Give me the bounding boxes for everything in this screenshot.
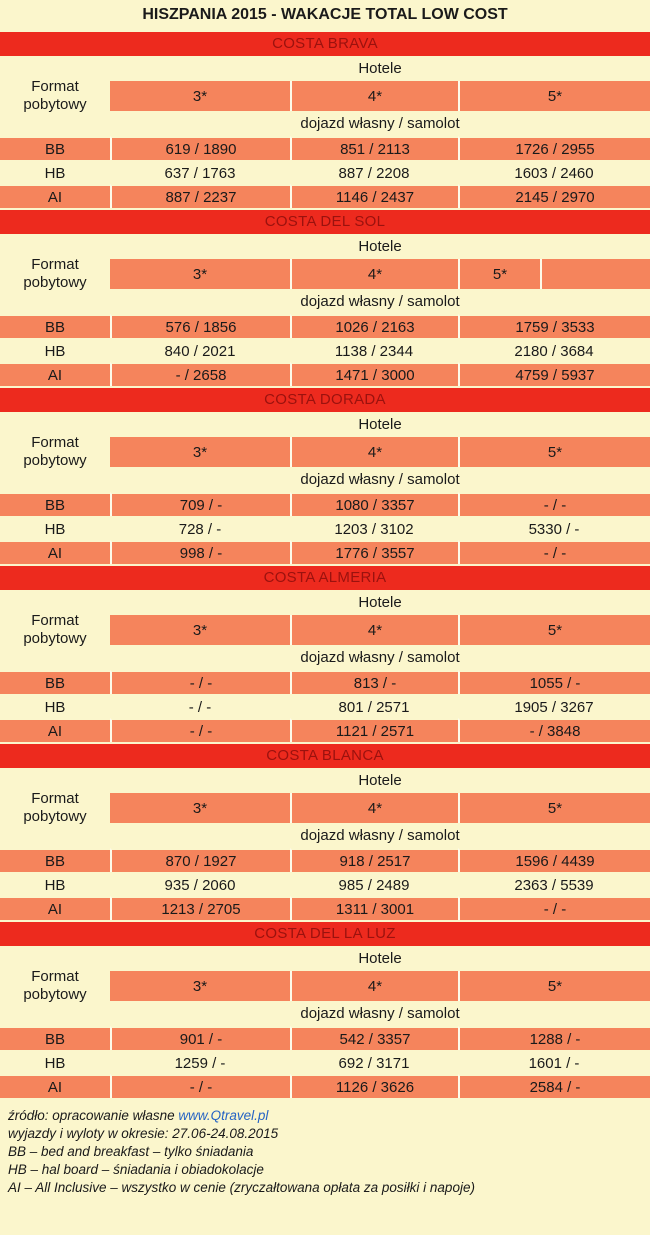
transport-header: dojazd własny / samolot — [300, 293, 460, 310]
row-label-bb: BB — [0, 136, 110, 160]
price-cell: 887 / 2237 — [110, 184, 290, 208]
price-cell: 709 / - — [110, 492, 290, 516]
footer-line-bb: BB – bed and breakfast – tylko śniadania — [8, 1144, 254, 1159]
price-cell: - / 2658 — [110, 362, 290, 386]
section-banner: COSTA ALMERIA — [0, 566, 650, 590]
price-cell: 1726 / 2955 — [458, 136, 650, 160]
format-pobytowy-header: Format pobytowy — [23, 78, 87, 113]
price-cell: 1138 / 2344 — [290, 338, 458, 362]
row-label-ai: AI — [0, 184, 110, 208]
costa-section — [0, 32, 650, 208]
format-pobytowy-header: Format pobytowy — [23, 790, 87, 825]
hotele-header: Hotele — [358, 594, 402, 611]
hotele-header: Hotele — [358, 60, 402, 77]
price-cell: 801 / 2571 — [290, 694, 458, 718]
price-cell: 2363 / 5539 — [458, 872, 650, 896]
price-cell: 813 / - — [290, 670, 458, 694]
star-5-header — [458, 971, 650, 1001]
format-pobytowy-header: Format pobytowy — [23, 612, 87, 647]
price-cell: 1311 / 3001 — [290, 896, 458, 920]
star-5-label: 5* — [460, 259, 542, 289]
transport-header: dojazd własny / samolot — [300, 471, 460, 488]
price-cell: 637 / 1763 — [110, 160, 290, 184]
star-5-header — [458, 437, 650, 467]
footer-line-dates: wyjazdy i wyloty w okresie: 27.06-24.08.2015 — [8, 1126, 279, 1141]
star-4-header: 4* — [290, 971, 458, 1001]
price-cell: 1603 / 2460 — [458, 160, 650, 184]
price-cell: 851 / 2113 — [290, 136, 458, 160]
star-3-header: 3* — [110, 793, 290, 823]
star-5-label: 5* — [547, 799, 563, 817]
price-cell: - / 3848 — [458, 718, 650, 742]
price-cell: 2145 / 2970 — [458, 184, 650, 208]
price-cell: 1146 / 2437 — [290, 184, 458, 208]
price-cell: 1080 / 3357 — [290, 492, 458, 516]
star-3-header: 3* — [110, 437, 290, 467]
star-5-empty-cell — [542, 259, 650, 289]
row-label-bb: BB — [0, 1026, 110, 1050]
sections-container — [0, 32, 650, 1098]
row-label-hb: HB — [0, 872, 110, 896]
price-cell: 901 / - — [110, 1026, 290, 1050]
star-3-header: 3* — [110, 971, 290, 1001]
price-cell: 5330 / - — [458, 516, 650, 540]
row-label-bb: BB — [0, 492, 110, 516]
price-cell: 870 / 1927 — [110, 848, 290, 872]
section-banner: COSTA DEL SOL — [0, 210, 650, 234]
row-label-ai: AI — [0, 1074, 110, 1098]
price-cell: 4759 / 5937 — [458, 362, 650, 386]
price-cell: 619 / 1890 — [110, 136, 290, 160]
price-cell: 2180 / 3684 — [458, 338, 650, 362]
price-table — [0, 768, 650, 920]
price-cell: 985 / 2489 — [290, 872, 458, 896]
star-5-header — [458, 81, 650, 111]
price-cell: 887 / 2208 — [290, 160, 458, 184]
row-label-hb: HB — [0, 516, 110, 540]
star-3-header: 3* — [110, 259, 290, 289]
star-3-header: 3* — [110, 81, 290, 111]
price-table — [0, 56, 650, 208]
price-cell: 1126 / 3626 — [290, 1074, 458, 1098]
row-label-hb: HB — [0, 694, 110, 718]
price-cell: 1596 / 4439 — [458, 848, 650, 872]
row-label-bb: BB — [0, 314, 110, 338]
transport-header: dojazd własny / samolot — [300, 649, 460, 666]
price-cell: 1213 / 2705 — [110, 896, 290, 920]
price-cell: 1259 / - — [110, 1050, 290, 1074]
format-pobytowy-header: Format pobytowy — [23, 434, 87, 469]
price-cell: - / - — [458, 540, 650, 564]
row-label-ai: AI — [0, 718, 110, 742]
source-line — [8, 1107, 640, 1125]
price-cell: 542 / 3357 — [290, 1026, 458, 1050]
star-5-header — [458, 259, 650, 289]
price-cell: 935 / 2060 — [110, 872, 290, 896]
star-4-header: 4* — [290, 437, 458, 467]
price-cell: 840 / 2021 — [110, 338, 290, 362]
footer-line-ai: AI – All Inclusive – wszystko w cenie (zryczałtowana opłata za posiłki i napoje) — [8, 1180, 475, 1195]
row-label-hb: HB — [0, 1050, 110, 1074]
star-4-header: 4* — [290, 81, 458, 111]
row-label-bb: BB — [0, 670, 110, 694]
format-pobytowy-header: Format pobytowy — [23, 968, 87, 1003]
star-5-label: 5* — [547, 87, 563, 105]
price-cell: 1601 / - — [458, 1050, 650, 1074]
price-cell: - / - — [458, 896, 650, 920]
row-label-ai: AI — [0, 540, 110, 564]
price-cell: - / - — [110, 694, 290, 718]
footer-line-hb: HB – hal board – śniadania i obiadokolacje — [8, 1162, 264, 1177]
price-cell: 576 / 1856 — [110, 314, 290, 338]
star-4-header: 4* — [290, 259, 458, 289]
hotele-header: Hotele — [358, 950, 402, 967]
hotele-header: Hotele — [358, 416, 402, 433]
section-banner: COSTA BLANCA — [0, 744, 650, 768]
star-5-label: 5* — [547, 443, 563, 461]
price-cell: 1203 / 3102 — [290, 516, 458, 540]
format-pobytowy-header: Format pobytowy — [23, 256, 87, 291]
price-table — [0, 946, 650, 1098]
qtravel-link[interactable]: www.Qtravel.pl — [178, 1108, 269, 1123]
price-cell: 1471 / 3000 — [290, 362, 458, 386]
star-5-header — [458, 793, 650, 823]
costa-section — [0, 922, 650, 1098]
star-5-label: 5* — [547, 621, 563, 639]
price-cell: - / - — [458, 492, 650, 516]
row-label-ai: AI — [0, 896, 110, 920]
price-cell: 1776 / 3557 — [290, 540, 458, 564]
star-4-header: 4* — [290, 615, 458, 645]
transport-header: dojazd własny / samolot — [300, 115, 460, 132]
price-cell: 692 / 3171 — [290, 1050, 458, 1074]
price-cell: 1759 / 3533 — [458, 314, 650, 338]
price-cell: 1055 / - — [458, 670, 650, 694]
costa-section — [0, 566, 650, 742]
row-label-hb: HB — [0, 338, 110, 362]
star-5-header — [458, 615, 650, 645]
section-banner: COSTA BRAVA — [0, 32, 650, 56]
hotele-header: Hotele — [358, 238, 402, 255]
price-cell: 1026 / 2163 — [290, 314, 458, 338]
price-cell: 2584 / - — [458, 1074, 650, 1098]
row-label-hb: HB — [0, 160, 110, 184]
price-table — [0, 412, 650, 564]
price-cell: 1121 / 2571 — [290, 718, 458, 742]
footer-notes — [0, 1098, 650, 1197]
price-cell: - / - — [110, 1074, 290, 1098]
price-cell: 728 / - — [110, 516, 290, 540]
price-cell: 998 / - — [110, 540, 290, 564]
price-table — [0, 234, 650, 386]
star-5-label: 5* — [547, 977, 563, 995]
section-banner: COSTA DEL LA LUZ — [0, 922, 650, 946]
price-cell: 1905 / 3267 — [458, 694, 650, 718]
price-cell: - / - — [110, 718, 290, 742]
price-cell: 1288 / - — [458, 1026, 650, 1050]
costa-section — [0, 388, 650, 564]
transport-header: dojazd własny / samolot — [300, 827, 460, 844]
row-label-ai: AI — [0, 362, 110, 386]
costa-section — [0, 744, 650, 920]
price-table — [0, 590, 650, 742]
transport-header: dojazd własny / samolot — [300, 1005, 460, 1022]
row-label-bb: BB — [0, 848, 110, 872]
price-cell: 918 / 2517 — [290, 848, 458, 872]
source-text: źródło: opracowanie własne — [8, 1108, 179, 1123]
costa-section — [0, 210, 650, 386]
section-banner: COSTA DORADA — [0, 388, 650, 412]
star-4-header: 4* — [290, 793, 458, 823]
hotele-header: Hotele — [358, 772, 402, 789]
price-cell: - / - — [110, 670, 290, 694]
star-3-header: 3* — [110, 615, 290, 645]
page-title: HISZPANIA 2015 - WAKACJE TOTAL LOW COST — [142, 6, 508, 23]
